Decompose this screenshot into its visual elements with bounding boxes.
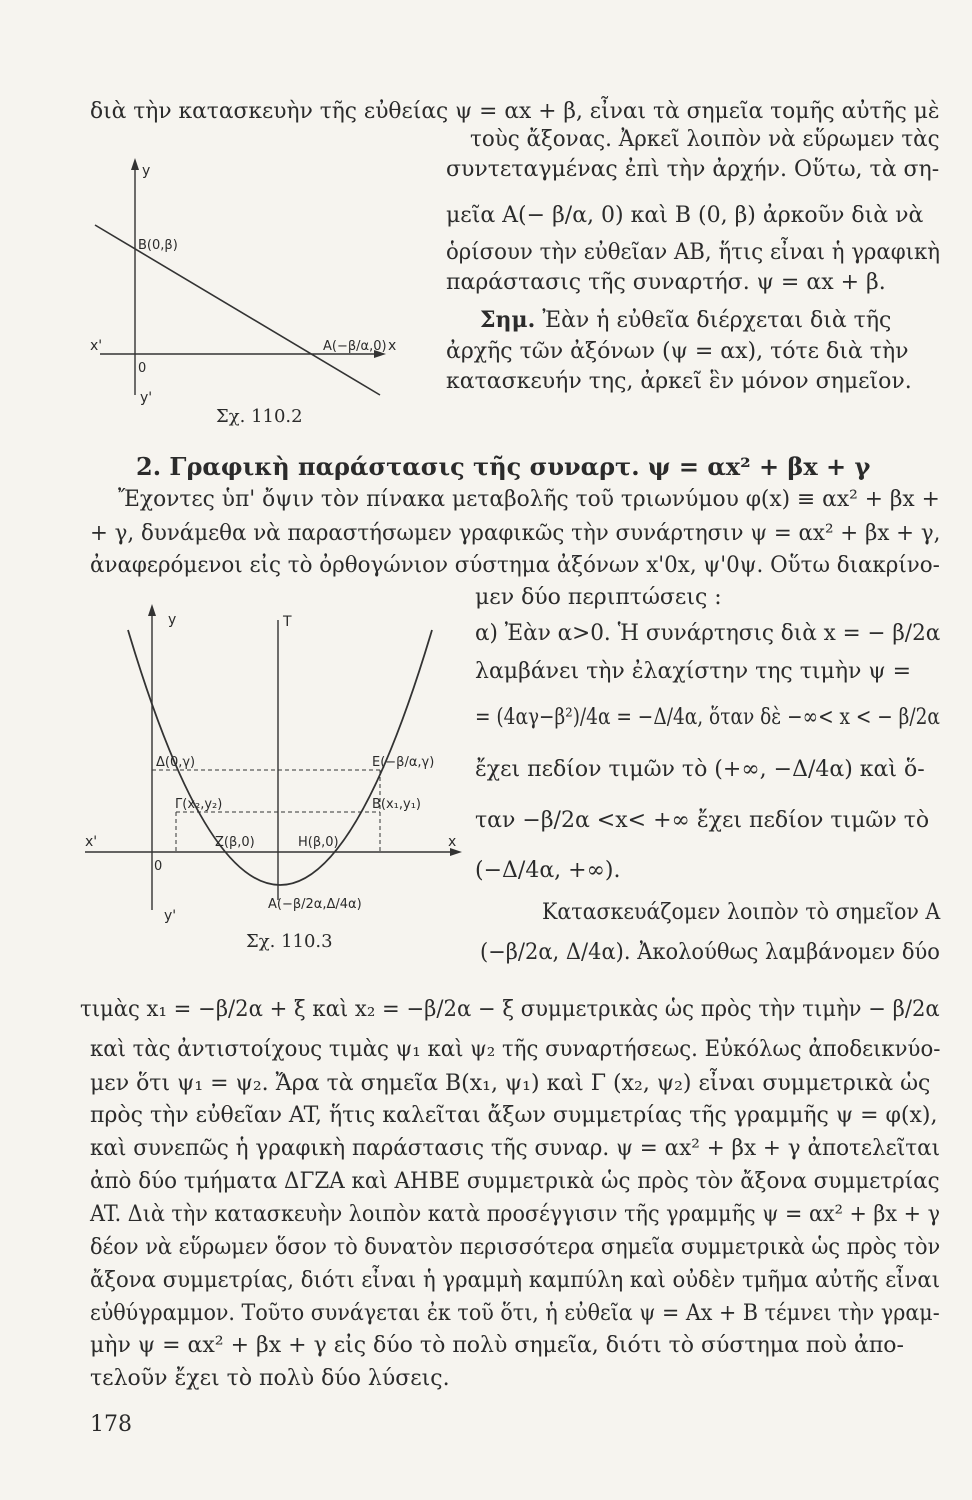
- s2-p2-line-4: πρὸς τὴν εὐθεῖαν AT, ἥτις καλεῖται ἄξων συμμετρίας τῆς γραμμῆς ψ = φ(x),: [90, 1103, 938, 1128]
- intro-line-4: μεῖα A(− β/α, 0) καὶ B (0, β) ἀρκοῦν διὰ νὰ: [446, 203, 924, 228]
- s2-p2-line-9: ἄξονα συμμετρίας, διότι εἶναι ἡ γραμμὴ καμπύλη καὶ οὐδὲν τμῆμα αὐτῆς εἶναι: [90, 1268, 941, 1293]
- fig1-label-b: B(0,β): [138, 238, 178, 253]
- s2-p2-line-12: τελοῦν ἔχει τὸ πολὺ δύο λύσεις.: [90, 1366, 450, 1391]
- intro-line-6: παράστασις τῆς συναρτήσ. ψ = αx + β.: [446, 270, 886, 295]
- fig2-label-t: T: [283, 614, 292, 630]
- s2-p2-line-8: δέον νὰ εὕρωμεν ὅσον τὸ δυνατὸν περισσότερα σημεῖα συμμετρικὰ ὡς πρὸς τὸν: [90, 1235, 941, 1260]
- fig2-label-b: B(x₁,y₁): [372, 797, 422, 812]
- fig2-label-a: A(−β/2α,Δ/4α): [268, 897, 362, 912]
- intro-line-3: συντεταγμένας ἐπὶ τὴν ἀρχήν. Οὕτω, τὰ ση-: [446, 157, 940, 182]
- s2-p2-line-6: ἀπὸ δύο τμήματα ΔΓΖΑ καὶ AHBE συμμετρικὰ ὡς πρὸς τὸν ἄξονα συμμετρίας: [90, 1169, 940, 1194]
- figure-110-3: [80, 600, 475, 930]
- section-2-title: 2. Γραφικὴ παράστασις τῆς συναρτ. ψ = αx² + βx + γ: [136, 452, 871, 481]
- fig1-label-origin: 0: [138, 361, 147, 376]
- construct-line-1: Κατασκευάζομεν λοιπὸν τὸ σημεῖον A: [542, 900, 941, 925]
- s2-p2-line-10: εὐθύγραμμον. Τοῦτο συνάγεται ἐκ τοῦ ὅτι, ἡ εὐθεῖα ψ = Ax + B τέμνει τὴν γραμ-: [90, 1301, 940, 1326]
- s2-p1-line-3: ἀναφερόμενοι εἰς τὸ ὀρθογώνιον σύστημα ἀξόνων x'0x, ψ'0ψ. Οὕτω διακρίνο-: [90, 553, 940, 578]
- s2-p2-line-2: καὶ τὰς ἀντιστοίχους τιμὰς ψ₁ καὶ ψ₂ τῆς συναρτήσεως. Εὐκόλως ἀποδεικνύο-: [90, 1037, 941, 1062]
- case-a-line-6: (−Δ/4α, +∞).: [475, 858, 621, 883]
- fig2-label-y: y: [168, 612, 177, 628]
- intro-line-2: τοὺς ἄξονας. Ἀρκεῖ λοιπὸν νὰ εὕρωμεν τὰς: [470, 127, 940, 152]
- fig2-label-gamma: Γ(x₂,y₂): [175, 797, 223, 812]
- construct-line-2: (−β/2α, Δ/4α). Ἀκολούθως λαμβάνομεν δύο: [480, 940, 940, 965]
- note-line-1: [480, 307, 891, 334]
- case-a-line-1: α) Ἐὰν α>0. Ἡ συνάρτησις διὰ x = − β/2α: [475, 621, 941, 646]
- s2-p2-line-3: μεν ὅτι ψ₁ = ψ₂. Ἄρα τὰ σημεῖα B(x₁, ψ₁) καὶ Γ (x₂, ψ₂) εἶναι συμμετρικὰ ὡς: [90, 1071, 931, 1096]
- figure1-caption: Σχ. 110.2: [216, 406, 303, 427]
- fig2-label-e: E(−β/α,γ): [372, 755, 435, 770]
- s2-p2-line-5: καὶ συνεπῶς ἡ γραφικὴ παράστασις τῆς συναρ. ψ = αx² + βx + γ ἀποτελεῖται: [90, 1136, 941, 1161]
- intro-line-1: διὰ τὴν κατασκευὴν τῆς εὐθείας ψ = αx + β, εἶναι τὰ σημεῖα τομῆς αὐτῆς μὲ: [90, 99, 940, 124]
- case-a-line-3: = (4αγ−β²)/4α = −Δ/4α, ὅταν δὲ −∞< x < − β/2α: [475, 705, 940, 730]
- s2-p2-line-11: μὴν ψ = αx² + βx + γ εἰς δύο τὸ πολὺ σημεῖα, διότι τὸ σύστημα ποὺ ἀπο-: [90, 1333, 904, 1358]
- fig2-label-z: Z(β,0): [215, 835, 255, 850]
- note-line-2: ἀρχῆς τῶν ἀξόνων (ψ = αx), τότε διὰ τὴν: [446, 339, 909, 364]
- note-line-3: κατασκευήν της, ἀρκεῖ ἓν μόνον σημεῖον.: [446, 369, 912, 394]
- figure2-caption: Σχ. 110.3: [246, 931, 333, 952]
- note-label: Σημ.: [480, 307, 536, 333]
- fig2-label-yneg: y': [164, 908, 177, 924]
- fig2-y-arrow: [148, 604, 156, 616]
- s2-p2-line-7: AT. Διὰ τὴν κατασκευὴν λοιπὸν κατὰ προσέγγισιν τῆς γραμμῆς ψ = αx² + βx + γ: [90, 1202, 940, 1227]
- fig1-label-y: y: [142, 163, 151, 179]
- fig2-label-origin: 0: [154, 859, 163, 874]
- fig2-label-h: H(β,0): [298, 835, 339, 850]
- fig2-label-xneg: x': [85, 834, 98, 850]
- fig2-label-x: x: [448, 834, 457, 850]
- s2-p1-line-4: μεν δύο περιπτώσεις :: [475, 585, 722, 610]
- case-a-line-5: ταν −β/2α <x< +∞ ἔχει πεδίον τιμῶν τὸ: [475, 808, 930, 833]
- case-a-line-4: ἔχει πεδίον τιμῶν τὸ (+∞, −Δ/4α) καὶ ὅ-: [475, 757, 925, 782]
- fig1-label-xneg: x': [90, 338, 103, 354]
- s2-p2-line-1: τιμὰς x₁ = −β/2α + ξ καὶ x₂ = −β/2α − ξ συμμετρικὰς ὡς πρὸς τὴν τιμὴν − β/2α: [80, 997, 940, 1022]
- s2-p1-line-2: + γ, δυνάμεθα νὰ παραστήσωμεν γραφικῶς τὴν συνάρτησιν ψ = αx² + βx + γ,: [90, 521, 941, 546]
- note-text-1: Ἐὰν ἡ εὐθεῖα διέρχεται διὰ τῆς: [542, 308, 892, 333]
- fig1-label-x: x: [388, 338, 397, 354]
- page-number: 178: [90, 1412, 132, 1437]
- fig1-y-arrow: [131, 158, 139, 170]
- fig1-label-yneg: y': [140, 390, 153, 406]
- figure-110-2: [80, 150, 450, 430]
- fig1-label-a: A(−β/α,0): [323, 339, 387, 354]
- fig2-label-delta: Δ(0,γ): [156, 755, 196, 770]
- intro-line-5: ὁρίσουν τὴν εὐθεῖαν AB, ἥτις εἶναι ἡ γραφικὴ: [446, 240, 941, 265]
- s2-p1-line-1: Ἔχοντες ὑπ' ὄψιν τὸν πίνακα μεταβολῆς τοῦ τριωνύμου φ(x) ≡ αx² + βx +: [118, 487, 940, 512]
- case-a-line-2: λαμβάνει τὴν ἐλαχίστην της τιμὴν ψ =: [475, 659, 912, 684]
